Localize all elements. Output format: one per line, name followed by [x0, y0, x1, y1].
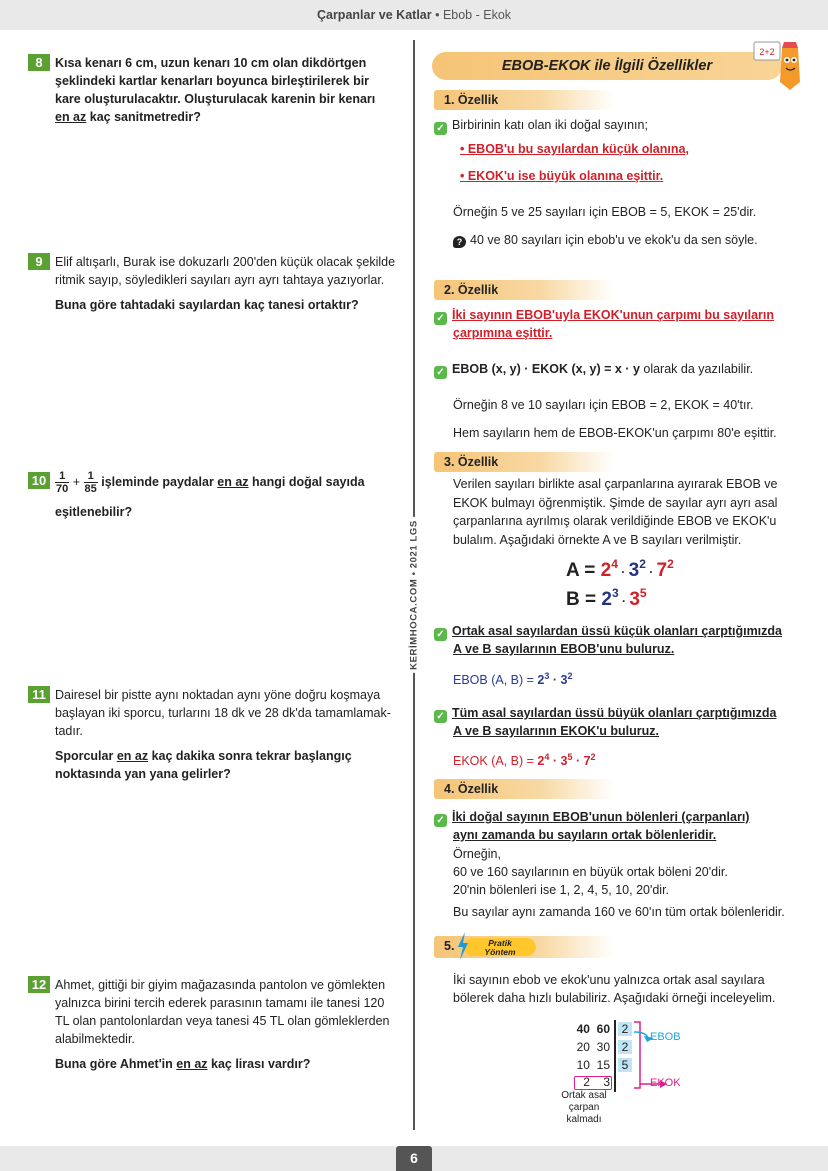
check-text: Tüm asal sayılardan üssü büyük olanları çarptığımızda	[452, 706, 777, 720]
question-8	[28, 54, 398, 126]
ozellik-5-paragraph	[453, 971, 813, 1007]
ozellik-5-label	[434, 936, 614, 958]
ebob-label: EBOB (A, B) =	[453, 673, 534, 687]
ozellik-4-label: 4. Özellik	[434, 779, 614, 799]
paragraph-line: Verilen sayıları birlikte asal çarpanlarına ayırarak EBOB ve	[453, 477, 778, 491]
question-text	[55, 467, 398, 521]
ebob-tag: EBOB	[650, 1031, 681, 1043]
term-base: 3	[629, 589, 640, 610]
question-line: tadır.	[55, 724, 83, 738]
term-base: 2	[537, 673, 545, 687]
ozellik-3-check-2-cont: A ve B sayılarının EKOK'u buluruz.	[453, 724, 660, 738]
question-line: başlayan iki sporcu, turlarını 18 dk ve 28 dk'da tamamlamak-	[55, 706, 391, 720]
prompt-part: Buna göre Ahmet'in	[55, 1057, 177, 1071]
ladder-divisor: 5	[618, 1058, 632, 1072]
question-line: Dairesel bir pistte aynı noktadan aynı yöne doğru koşmaya	[55, 688, 381, 702]
question-bubble-icon: ?	[453, 236, 466, 248]
ozellik-5-number: 5.	[444, 939, 455, 953]
underlined-phrase: en az	[176, 1057, 208, 1071]
plus-sign: +	[72, 475, 81, 489]
ekok-result: EKOK (A, $B) = 2^4 \cdot 3^5 \cdot 7^2$	[453, 752, 596, 768]
question-9	[28, 253, 398, 314]
paragraph-line: bölerek daha hızlı bulabiliriz. Aşağıdaki örneği inceleyelim.	[453, 991, 776, 1005]
ladder-note	[554, 1090, 614, 1126]
question-11	[28, 686, 398, 783]
ozellik-3-label: 3. Özellik	[434, 452, 614, 472]
formula-A	[566, 557, 674, 582]
dot: ·	[617, 565, 629, 579]
term-exp: 3	[544, 671, 550, 681]
badge-line: Pratik	[488, 938, 512, 948]
term-base: 3	[628, 560, 640, 581]
ladder-divisor: 2	[618, 1040, 632, 1054]
formula-term	[656, 557, 674, 581]
fraction-numerator: 1	[55, 470, 69, 483]
question-text-part: hangi doğal sayıda	[248, 475, 365, 489]
ozellik-3-check-1-cont: A ve B sayılarının EBOB'unu buluruz.	[453, 642, 675, 656]
paragraph-line: bulalım. Aşağıdaki örnekte A ve B sayıları verilmiştir.	[453, 532, 742, 547]
ladder-divisor: 2	[618, 1022, 632, 1036]
ladder-row	[560, 1058, 610, 1072]
check-icon: ✓	[434, 122, 447, 135]
ozellik-4-check-cont: aynı zamanda bu sayıların ortak bölenleridir.	[453, 828, 717, 842]
fraction-1	[55, 470, 69, 495]
term-exp: 4	[611, 557, 618, 571]
question-line-rest: kaç sanitmetredir?	[86, 110, 201, 124]
ladder-leftover-row	[560, 1075, 610, 1089]
question-number: 8	[28, 54, 50, 71]
ozellik-3-check-2	[434, 704, 794, 723]
leftover-value: 3	[603, 1075, 610, 1089]
prompt-part: Sporcular	[55, 749, 117, 763]
fraction-2	[84, 470, 98, 495]
check-text: Birbirinin katı olan iki doğal sayının;	[452, 118, 648, 132]
question-10	[28, 467, 398, 521]
formula-term	[628, 557, 646, 581]
paragraph-line: İki sayının ebob ve ekok'unu yalnızca ortak asal sayılara	[453, 973, 765, 987]
ladder-value: 40	[576, 1022, 590, 1036]
question-line	[55, 467, 398, 497]
ekok-tag: EKOK	[650, 1077, 681, 1089]
leftover-value: 2	[583, 1075, 590, 1089]
fraction-numerator: 1	[84, 470, 98, 483]
ozellik-1-bullet: • EKOK'u ise büyük olanına eşittir.	[460, 169, 664, 183]
ladder-row	[560, 1022, 610, 1036]
term-base: 2	[600, 560, 612, 581]
term-exp: 2	[590, 752, 596, 762]
ozellik-2-check-cont: çarpımına eşittir.	[453, 326, 553, 340]
check-icon: ✓	[434, 628, 447, 641]
question-line	[55, 108, 398, 126]
badge-line: Yöntem	[484, 946, 516, 957]
side-watermark-text: KERİMHOCA.COM • 2021 LGS	[409, 517, 420, 673]
body-line: Bu sayılar aynı zamanda 160 ve 60'ın tüm ortak bölenleridir.	[453, 905, 785, 919]
note-line: Ortak asal	[561, 1090, 607, 1101]
formula-text: EBOB (x, y) · EKOK (x, y) = x · y	[452, 362, 640, 376]
topic-title: Ebob - Ekok	[442, 8, 512, 22]
body-line: Örneğin,	[453, 847, 501, 861]
prompt-part: kaç dakika sonra tekrar başlangıç	[148, 749, 352, 763]
page-header	[0, 0, 828, 30]
formula-rest: olarak da yazılabilir.	[639, 362, 754, 376]
question-line: eşitlenebilir?	[55, 505, 133, 519]
term-base: 2	[601, 589, 612, 610]
ozellik-2-formula	[434, 360, 794, 379]
ladder-vertical-line	[614, 1020, 616, 1092]
term-exp: 3	[611, 586, 619, 600]
pencil-mascot-icon	[752, 38, 808, 90]
paragraph-line: çarpanlarına ayrılmış olarak verildiğinde EBOB ve EKOK'u	[453, 514, 777, 528]
term-exp: 4	[544, 752, 550, 762]
question-text	[55, 54, 398, 126]
formula-term	[629, 586, 647, 610]
question-line: Ahmet, gittiği bir giyim mağazasında pantolon ve gömlekten	[55, 978, 386, 992]
question-prompt: noktasında yan yana gelirler?	[55, 767, 231, 781]
question-number: 10	[28, 472, 50, 489]
ozellik-1-bullet: • EBOB'u bu sayılardan küçük olanına,	[460, 142, 689, 156]
ladder-row	[560, 1040, 610, 1054]
fraction-denominator: 70	[56, 483, 69, 496]
check-icon: ✓	[434, 312, 447, 325]
question-prompt: Buna göre tahtadaki sayılardan kaç tanesi ortaktır?	[55, 298, 359, 312]
ozellik-2-check	[434, 306, 794, 325]
formula-term	[600, 557, 618, 581]
question-text: 40 ve 80 sayıları için ebob'u ve ekok'u da sen söyle.	[470, 233, 758, 247]
question-line: alabilmektedir.	[55, 1032, 135, 1046]
check-icon: ✓	[434, 710, 447, 723]
section-title: EBOB-EKOK ile İlgili Özellikler	[432, 52, 782, 80]
question-number: 11	[28, 686, 50, 703]
header-separator: •	[431, 8, 443, 22]
term-base: 7	[583, 754, 591, 768]
question-text-part: işleminde paydalar	[97, 475, 218, 489]
question-text	[55, 253, 398, 314]
ozellik-1-label: 1. Özellik	[434, 90, 614, 110]
note-line: çarpan	[568, 1102, 600, 1113]
question-prompt	[55, 1055, 398, 1073]
division-ladder	[560, 1020, 760, 1130]
dot: ·	[618, 594, 630, 608]
formula-label: B =	[566, 589, 597, 610]
question-line: kare oluşturulacaktır. Oluşturulacak karenin bir kenarı	[55, 92, 376, 106]
ozellik-4-body	[453, 845, 813, 921]
question-line: şeklindeki kartlar kenarları boyunca birleştirilerek bir	[55, 74, 370, 88]
term-exp: 2	[667, 557, 674, 571]
question-line: Kısa kenarı 6 cm, uzun kenarı 10 cm olan dikdörtgen	[55, 56, 367, 70]
check-text: İki sayının EBOB'uyla EKOK'unun çarpımı bu sayıların	[452, 308, 774, 322]
ozellik-3-paragraph	[453, 475, 813, 549]
question-line: TL olan pantolonlardan veya tanesi 45 TL olan gömleklerden	[55, 1014, 390, 1028]
ebob-result: EBOB (A, $B) = 2^3 \cdot 3^2$	[453, 671, 573, 687]
underlined-phrase: en az	[116, 749, 149, 763]
mascot-board-text: 2+2	[759, 47, 775, 57]
formula-label: A =	[566, 560, 596, 581]
term-base: 2	[537, 754, 545, 768]
ladder-value: 30	[596, 1040, 610, 1054]
underlined-phrase: en az	[55, 110, 87, 124]
ladder-value: 20	[576, 1040, 590, 1054]
dot: ·	[645, 565, 657, 579]
ozellik-2-example: Örneğin 8 ve 10 sayıları için EBOB = 2, EKOK = 40'tır.	[453, 398, 754, 412]
body-line: 20'nin bölenleri ise 1, 2, 4, 5, 10, 20'dir.	[453, 883, 670, 897]
term-base: 3	[560, 673, 568, 687]
question-line: yalnızca birini tercih ederek parasının tamamı ile tanesi 120	[55, 996, 385, 1010]
question-12	[28, 976, 398, 1073]
paragraph-line: EKOK bulmayı öğrenmiştik. Şimde de sayılar ayrı ayrı asal	[453, 495, 778, 510]
body-line: 60 ve 160 sayılarının en büyük ortak böleni 20'dir.	[453, 865, 728, 879]
check-icon: ✓	[434, 366, 447, 379]
formula-B	[566, 586, 647, 611]
note-line: kalmadı	[566, 1114, 602, 1125]
ozellik-2-label: 2. Özellik	[434, 280, 614, 300]
ladder-value: 60	[596, 1022, 610, 1036]
ozellik-2-example: Hem sayıların hem de EBOB-EKOK'un çarpımı 80'e eşittir.	[453, 426, 777, 440]
term-base: 3	[560, 754, 568, 768]
check-text: Ortak asal sayılardan üssü küçük olanları çarptığımızda	[452, 624, 782, 638]
ozellik-3-check-1	[434, 622, 794, 641]
term-exp: 5	[567, 752, 573, 762]
side-watermark	[406, 520, 422, 670]
prompt-part: kaç lirası vardır?	[207, 1057, 311, 1071]
ekok-label: EKOK (A, B) =	[453, 754, 534, 768]
lightning-icon	[456, 932, 470, 960]
check-icon: ✓	[434, 814, 447, 827]
ladder-value: 10	[576, 1058, 590, 1072]
ozellik-1-question	[453, 231, 813, 249]
ozellik-1-example: Örneğin 5 ve 25 sayıları için EBOB = 5, EKOK = 25'dir.	[453, 205, 757, 219]
question-text	[55, 686, 398, 783]
page-number: 6	[396, 1146, 432, 1171]
term-base: 7	[656, 560, 668, 581]
question-text	[55, 976, 398, 1073]
question-number: 12	[28, 976, 50, 993]
term-exp: 5	[639, 586, 647, 600]
ladder-value: 15	[596, 1058, 610, 1072]
underlined-phrase: en az	[217, 475, 249, 489]
term-exp: 2	[639, 557, 646, 571]
ozellik-1-check	[434, 116, 794, 135]
question-line: ritmik sayıp, söyledikleri sayıları ayrı ayrı tahtaya yazıyorlar.	[55, 273, 385, 287]
question-prompt	[55, 747, 398, 765]
ozellik-4-check	[434, 808, 794, 827]
chapter-title: Çarpanlar ve Katlar	[316, 8, 432, 22]
fraction-denominator: 85	[84, 483, 97, 496]
term-exp: 2	[567, 671, 573, 681]
formula-term	[601, 586, 619, 610]
pratik-yontem-badge	[464, 938, 536, 956]
check-text: İki doğal sayının EBOB'unun bölenleri (çarpanları)	[452, 810, 750, 824]
question-number: 9	[28, 253, 50, 270]
question-line: Elif altışarlı, Burak ise dokuzarlı 200'den küçük olacak şekilde	[55, 255, 396, 269]
